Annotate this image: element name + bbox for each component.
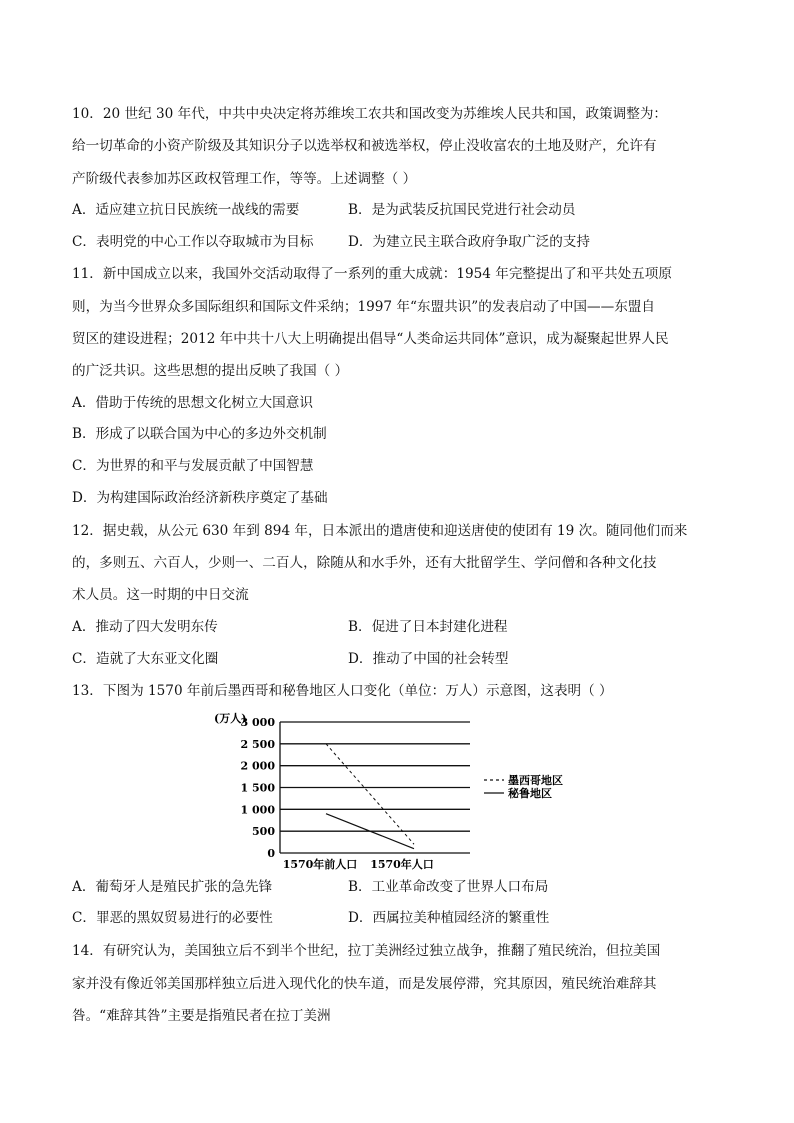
question-10-line-1: 10．20 世纪 30 年代，中共中央决定将苏维埃工农共和国改变为苏维埃人民共和国，政策调整为： (72, 106, 668, 122)
question-12-option-d[interactable]: D．推动了中国的社会转型 (348, 650, 509, 667)
question-13-options-row-2 (72, 903, 722, 935)
chart-y-tick-label: 2 500 (240, 737, 275, 751)
question-10-option-b[interactable]: B．是为武装反抗国民党进行社会动员 (348, 201, 576, 218)
question-11-option-b[interactable]: B．形成了以联合国为中心的多边外交机制 (72, 426, 327, 443)
question-13-options-row-1 (72, 872, 722, 904)
chart-series-line-1 (326, 743, 414, 843)
chart-y-tick-label: 0 (267, 846, 275, 860)
question-12-options-row-1 (72, 612, 722, 644)
chart-x-tick-labels (283, 857, 434, 871)
exam-page (72, 98, 722, 1032)
question-11-line-2: 则，为当今世界众多国际组织和国际文件采纳；1997 年“东盟共识”的发表启动了中国——东盟自 (72, 298, 655, 315)
chart-y-tick-label: 3 000 (240, 715, 275, 729)
question-13-option-c[interactable]: C．罪恶的黑奴贸易进行的必要性 (72, 910, 273, 927)
question-10-options-row-1 (72, 195, 722, 227)
chart-series (326, 743, 414, 848)
question-10-line-2: 给一切革命的小资产阶级及其知识分子以选举权和被选举权，停止没收富农的土地及财产，允许有 (72, 138, 657, 155)
chart-y-tick-label: 500 (252, 824, 275, 838)
question-12-option-b[interactable]: B．促进了日本封建化进程 (348, 618, 508, 635)
question-14-line-3: 咎。“难辞其咎”主要是指殖民者在拉丁美洲 (72, 1007, 331, 1024)
question-12-option-c[interactable]: C．造就了大东亚文化圈 (72, 650, 219, 667)
question-11-option-a[interactable]: A．借助于传统的思想文化树立大国意识 (72, 394, 313, 411)
question-12-options-row-2 (72, 644, 722, 676)
question-10-options-row-2 (72, 227, 722, 259)
chart-legend-label: 墨西哥地区 (508, 773, 563, 787)
question-10-line-3: 产阶级代表参加苏区政权管理工作，等等。上述调整（ ） (72, 170, 417, 187)
question-12-line-1: 12．据史载，从公元 630 年到 894 年，日本派出的遣唐使和迎送唐使的使团有 19 次。随同他们而来 (72, 522, 688, 539)
chart-y-tick-label: 1 500 (240, 781, 275, 795)
question-14-line-2: 家并没有像近邻美国那样独立后进入现代化的快车道，而是发展停滞，究其原因，殖民统治难辞其 (72, 975, 657, 992)
question-13-line-1: 13．下图为 1570 年前后墨西哥和秘鲁地区人口变化（单位：万人）示意图，这表明（ ） (72, 683, 613, 700)
question-10-option-a[interactable]: A．适应建立抗日民族统一战线的需要 (72, 201, 300, 218)
chart-x-tick-label: 1570年前人口 (282, 857, 358, 871)
question-12 (72, 515, 722, 675)
question-10 (72, 98, 722, 258)
question-11 (72, 258, 722, 514)
question-10-option-c[interactable]: C．表明党的中心工作以夺取城市为目标 (72, 233, 314, 250)
question-10-option-d[interactable]: D．为建立民主联合政府争取广泛的支持 (348, 233, 590, 250)
chart-y-tick-label: 2 000 (240, 759, 275, 773)
chart-legend-label: 秘鲁地区 (508, 786, 552, 800)
question-14-line-1: 14．有研究认为，美国独立后不到半个世纪，拉丁美洲经过独立战争，推翻了殖民统治，但拉美国 (72, 943, 661, 960)
question-11-line-1: 11．新中国成立以来，我国外交活动取得了一系列的重大成就：1954 年完整提出了和平共处五项原 (72, 266, 672, 283)
question-13-option-a[interactable]: A．葡萄牙人是殖民扩张的急先锋 (72, 878, 273, 895)
chart-y-axis-label: (万人) (214, 711, 247, 725)
population-chart-svg (72, 712, 722, 872)
question-13-option-d[interactable]: D．西属拉美种植园经济的繁重性 (348, 910, 550, 927)
question-11-line-4: 的广泛共识。这些思想的提出反映了我国（ ） (72, 363, 349, 380)
chart-y-tick-labels (241, 716, 276, 860)
question-14 (72, 935, 722, 1032)
question-11-option-c[interactable]: C．为世界的和平与发展贡献了中国智慧 (72, 458, 314, 475)
population-chart (72, 712, 722, 872)
question-13 (72, 675, 722, 935)
question-11-line-3: 贸区的建设进程；2012 年中共十八大上明确提出倡导“人类命运共同体”意识，成为凝聚起世界人民 (72, 331, 669, 348)
chart-x-tick-label: 1570年人口 (370, 857, 434, 871)
question-12-option-a[interactable]: A．推动了四大发明东传 (72, 618, 218, 635)
question-11-option-d[interactable]: D．为构建国际政治经济新秩序奠定了基础 (72, 490, 328, 507)
chart-legend (484, 773, 563, 800)
chart-y-tick-label: 1 000 (240, 802, 275, 816)
question-13-option-b[interactable]: B．工业革命改变了世界人口布局 (348, 878, 549, 895)
question-12-line-3: 术人员。这一时期的中日交流 (72, 587, 249, 604)
question-12-line-2: 的，多则五、六百人，少则一、二百人，除随从和水手外，还有大批留学生、学问僧和各种文化技 (72, 555, 657, 572)
